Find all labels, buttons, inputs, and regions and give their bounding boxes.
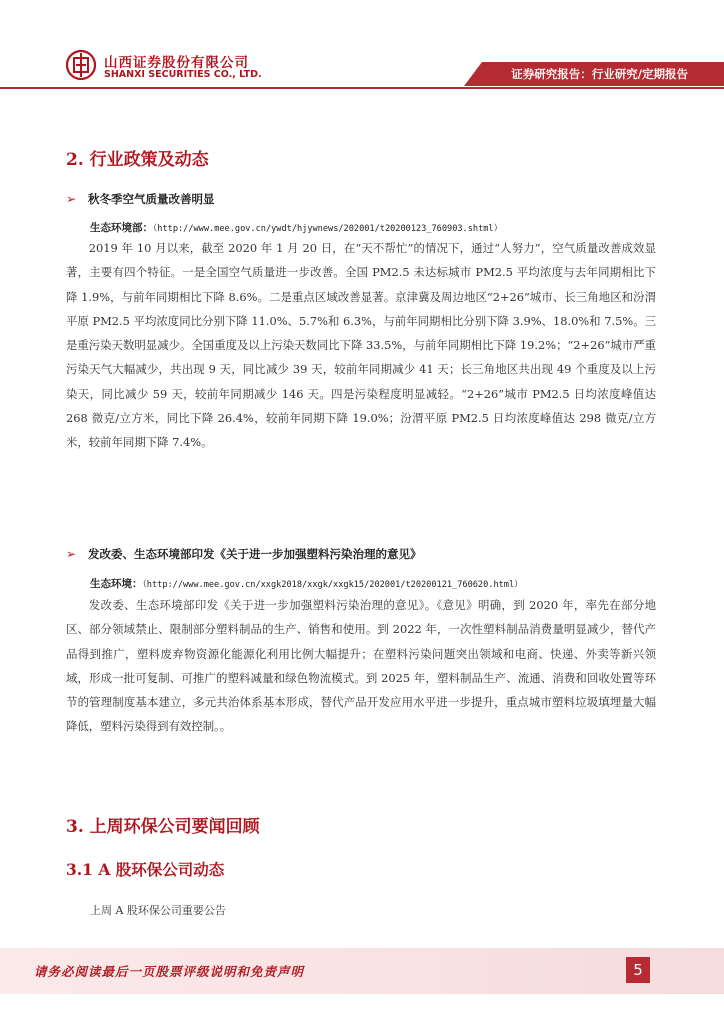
source-line: [90, 572, 523, 591]
table-caption: 上周 A 股环保公司重要公告: [90, 904, 226, 917]
company-name-en: SHANXI SECURITIES CO., LTD.: [104, 69, 262, 80]
section-3-1-heading: 3.1 A 股环保公司动态: [66, 860, 225, 879]
footer-disclaimer: 请务必阅读最后一页股票评级说明和免责声明: [34, 964, 305, 979]
report-type-label: 证券研究报告：行业研究/定期报告: [511, 67, 688, 81]
body-paragraph: 2019 年 10 月以来，截至 2020 年 1 月 20 日，在“天不帮忙”的情况下，通过“人努力”，空气质量改善成效显著，主要有四个特征。一是全国空气质量进一步改善。全国 PM2.5 未达标城市 PM2.5 平均浓度与去年同期相比下降 1.9%，与前年同期相比下降 8.6%。二是重点区域改善显著。京津冀及周边地区“2+26”城市、长三角地区和汾渭平原 PM2.5 平均浓度同比分别下降 11.0%、5.7%和 6.3%，与前年同期相比分别下降 3.9%、18.0%和 7.5%。三是重污染天数明显减少。全国重度及以上污染天数同比下降 33.5%，与前年同期相比下降 19.2%；“2+26”城市严重污染天气大幅减少，共出现 9 天，同比减少 39 天，较前年同期减少 41 天；长三角地区共出现 49 个重度及以上污染天，同比减少 59 天，较前年同期减少 146 天。四是污染程度明显减轻。“2+26”城市 PM2.5 日均浓度峰值达 268 微克/立方米，同比下降 26.4%，较前年同期下降 19.0%；汾渭平原 PM2.5 日均浓度峰值达 298 微克/立方米，较前年同期下降 7.4%。: [66, 241, 656, 450]
source-label: 生态环境部：: [90, 222, 153, 234]
bullet-title: 发改委、生态环境部印发《关于进一步加强塑料污染治理的意见》: [88, 547, 422, 561]
source-label: 生态环境：: [90, 578, 143, 590]
page-number: 5: [626, 957, 650, 983]
page-header: [0, 0, 724, 95]
body-paragraph: 发改委、生态环境部印发《关于进一步加强塑料污染治理的意见》。《意见》明确，到 2020 年，率先在部分地区、部分领域禁止、限制部分塑料制品的生产、销售和使用。到 2022 年，一次性塑料制品消费量明显减少，替代产品得到推广，塑料废弃物资源化能源化利用比例大幅提升；在塑料污染问题突出领域和电商、快递、外卖等新兴领域，形成一批可复制、可推广的塑料减量和绿色物流模式。到 2025 年，塑料制品生产、流通、消费和回收处置等环节的管理制度基本建立，多元共治体系基本形成，替代产品开发应用水平进一步提升，重点城市塑料垃圾填埋量大幅降低，塑料污染得到有效控制。。: [66, 598, 656, 734]
bullet-item-air-quality: [66, 188, 215, 206]
company-logo-icon: [66, 50, 96, 80]
arrow-bullet-icon: ➢: [66, 192, 77, 206]
header-divider: [0, 87, 724, 89]
section-2-heading: 2. 行业政策及动态: [66, 150, 209, 170]
source-url: （http://www.mee.gov.cn/ywdt/hjywnews/202001/t20200123_760903.shtml）: [153, 224, 503, 234]
arrow-bullet-icon: ➢: [66, 547, 77, 561]
bullet-item-plastic-policy: [66, 543, 422, 561]
source-line: [90, 216, 502, 235]
section-3-heading: 3. 上周环保公司要闻回顾: [66, 817, 260, 837]
bullet-title: 秋冬季空气质量改善明显: [88, 192, 215, 206]
source-url: （http://www.mee.gov.cn/xxgk2018/xxgk/xxgk15/202001/t20200121_760620.html）: [142, 580, 523, 590]
company-name-cn: 山西证券股份有限公司: [104, 55, 249, 71]
